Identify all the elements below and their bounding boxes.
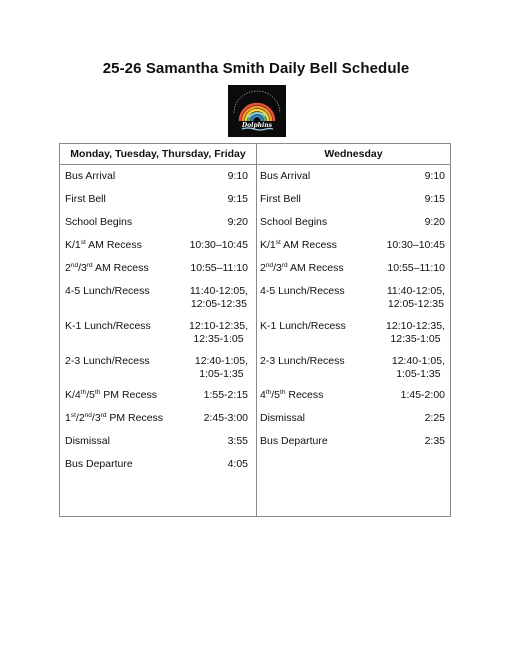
period-time xyxy=(228,458,248,471)
period-label: 2-3 Lunch/Recess xyxy=(260,355,345,367)
weekday-column-header: Monday, Tuesday, Thursday, Friday xyxy=(60,144,256,165)
period-label: 4-5 Lunch/Recess xyxy=(260,285,345,297)
period-time xyxy=(401,389,445,402)
time-line: 3:55 xyxy=(227,435,248,447)
bell-schedule-table xyxy=(59,143,451,517)
wednesday-column-header: Wednesday xyxy=(257,144,450,165)
period-time xyxy=(387,239,445,252)
ordinal-suffix: rd xyxy=(281,262,288,269)
ordinal-suffix: st xyxy=(275,239,281,246)
time-line: 12:10-12:35, xyxy=(189,320,248,332)
time-line: 12:40-1:05, xyxy=(194,355,248,367)
ordinal-suffix: th xyxy=(265,389,272,396)
label-part: /3 xyxy=(78,262,87,274)
time-line-2: 1:05-1:35 xyxy=(396,368,441,380)
time-line: 12:10-12:35, xyxy=(386,320,445,332)
ordinal-suffix: rd xyxy=(86,262,93,269)
period-time xyxy=(204,412,248,425)
period-label xyxy=(65,262,149,275)
time-line: 11:40-12:05, xyxy=(189,285,248,297)
label-part: AM Recess xyxy=(287,262,344,274)
label-part: 1 xyxy=(65,412,71,424)
period-label: 4-5 Lunch/Recess xyxy=(65,285,150,297)
period-label: Dismissal xyxy=(260,412,305,424)
period-time xyxy=(425,216,445,229)
time-line: 1:55-2:15 xyxy=(203,389,248,401)
period-label: Bus Arrival xyxy=(260,170,311,182)
period-time xyxy=(228,435,248,448)
time-line: 9:10 xyxy=(424,170,445,182)
period-label xyxy=(65,412,163,425)
ordinal-suffix: th xyxy=(80,389,87,396)
time-line: 9:10 xyxy=(227,170,248,182)
ordinal-suffix: th xyxy=(94,389,101,396)
period-label xyxy=(260,262,344,275)
time-line: 9:20 xyxy=(227,216,248,228)
time-line-2: 12:05-12:35 xyxy=(387,298,444,310)
label-part: /5 xyxy=(86,389,95,401)
page-title: 25-26 Samantha Smith Daily Bell Schedule xyxy=(102,60,410,77)
period-time xyxy=(195,355,248,381)
period-time xyxy=(386,320,445,346)
wednesday-column xyxy=(257,144,450,516)
time-line-2: 12:35-1:05 xyxy=(193,333,244,345)
time-line: 9:20 xyxy=(424,216,445,228)
label-part: AM Recess xyxy=(280,239,337,251)
period-time xyxy=(228,170,248,183)
label-part: /3 xyxy=(91,412,101,424)
ordinal-suffix: st xyxy=(70,412,76,419)
period-time xyxy=(387,285,445,311)
ordinal-suffix: st xyxy=(80,239,86,246)
time-line: 9:15 xyxy=(227,193,248,205)
time-line: 2:25 xyxy=(424,412,445,424)
ordinal-suffix: nd xyxy=(70,262,79,269)
label-part: K/1 xyxy=(260,239,276,251)
label-part: 2 xyxy=(260,262,266,274)
time-line-2: 12:35-1:05 xyxy=(390,333,441,345)
label-part: K/4 xyxy=(65,389,81,401)
period-time xyxy=(190,239,248,252)
period-time xyxy=(190,285,248,311)
period-time xyxy=(204,389,248,402)
period-label: Bus Departure xyxy=(65,458,133,470)
dolphins-logo-image xyxy=(228,85,286,137)
period-label: First Bell xyxy=(260,193,301,205)
ordinal-suffix: rd xyxy=(100,412,107,419)
ordinal-suffix: th xyxy=(280,389,286,396)
label-part: K/1 xyxy=(65,239,81,251)
time-line: 11:40-12:05, xyxy=(386,285,445,297)
time-line-2: 12:05-12:35 xyxy=(190,298,247,310)
period-label: K-1 Lunch/Recess xyxy=(260,320,346,332)
time-line: 2:35 xyxy=(424,435,445,447)
period-label xyxy=(65,389,157,402)
period-time xyxy=(425,412,445,425)
time-line: 2:45-3:00 xyxy=(203,412,248,424)
label-part: 4 xyxy=(260,389,266,401)
label-part: /5 xyxy=(271,389,281,401)
period-time xyxy=(189,320,248,346)
ordinal-suffix: nd xyxy=(265,262,274,269)
period-label: First Bell xyxy=(65,193,106,205)
time-line: 4:05 xyxy=(227,458,248,470)
period-label: Dismissal xyxy=(65,435,110,447)
period-time xyxy=(425,170,445,183)
period-label: Bus Departure xyxy=(260,435,328,447)
period-label: 2-3 Lunch/Recess xyxy=(65,355,150,367)
label-part: /3 xyxy=(273,262,282,274)
period-label xyxy=(65,239,142,252)
period-time xyxy=(228,216,248,229)
time-line-2: 1:05-1:35 xyxy=(199,368,244,380)
ordinal-suffix: nd xyxy=(84,412,92,419)
period-time xyxy=(425,435,445,448)
period-time xyxy=(190,262,248,275)
period-label: Bus Arrival xyxy=(65,170,116,182)
label-part: Recess xyxy=(285,389,324,401)
period-time xyxy=(425,193,445,206)
label-part: AM Recess xyxy=(92,262,149,274)
time-line: 10:55–11:10 xyxy=(190,262,248,274)
time-line: 12:40-1:05, xyxy=(391,355,445,367)
time-line: 10:30–10:45 xyxy=(386,239,445,251)
label-part: PM Recess xyxy=(100,389,157,401)
weekday-column xyxy=(60,144,256,516)
time-line: 9:15 xyxy=(424,193,445,205)
logo-script-text: Dolphins xyxy=(241,122,273,129)
time-line: 10:55–11:10 xyxy=(387,262,445,274)
period-label xyxy=(260,389,323,402)
period-time xyxy=(228,193,248,206)
period-label: School Begins xyxy=(65,216,133,228)
period-label: K-1 Lunch/Recess xyxy=(65,320,151,332)
label-part: 2 xyxy=(65,262,71,274)
period-label xyxy=(260,239,337,252)
school-logo xyxy=(228,85,286,137)
period-time xyxy=(387,262,445,275)
period-time xyxy=(392,355,445,381)
period-label: School Begins xyxy=(260,216,328,228)
time-line: 10:30–10:45 xyxy=(189,239,248,251)
label-part: AM Recess xyxy=(85,239,142,251)
label-part: /2 xyxy=(75,412,85,424)
label-part: PM Recess xyxy=(106,412,164,424)
time-line: 1:45-2:00 xyxy=(400,389,445,401)
